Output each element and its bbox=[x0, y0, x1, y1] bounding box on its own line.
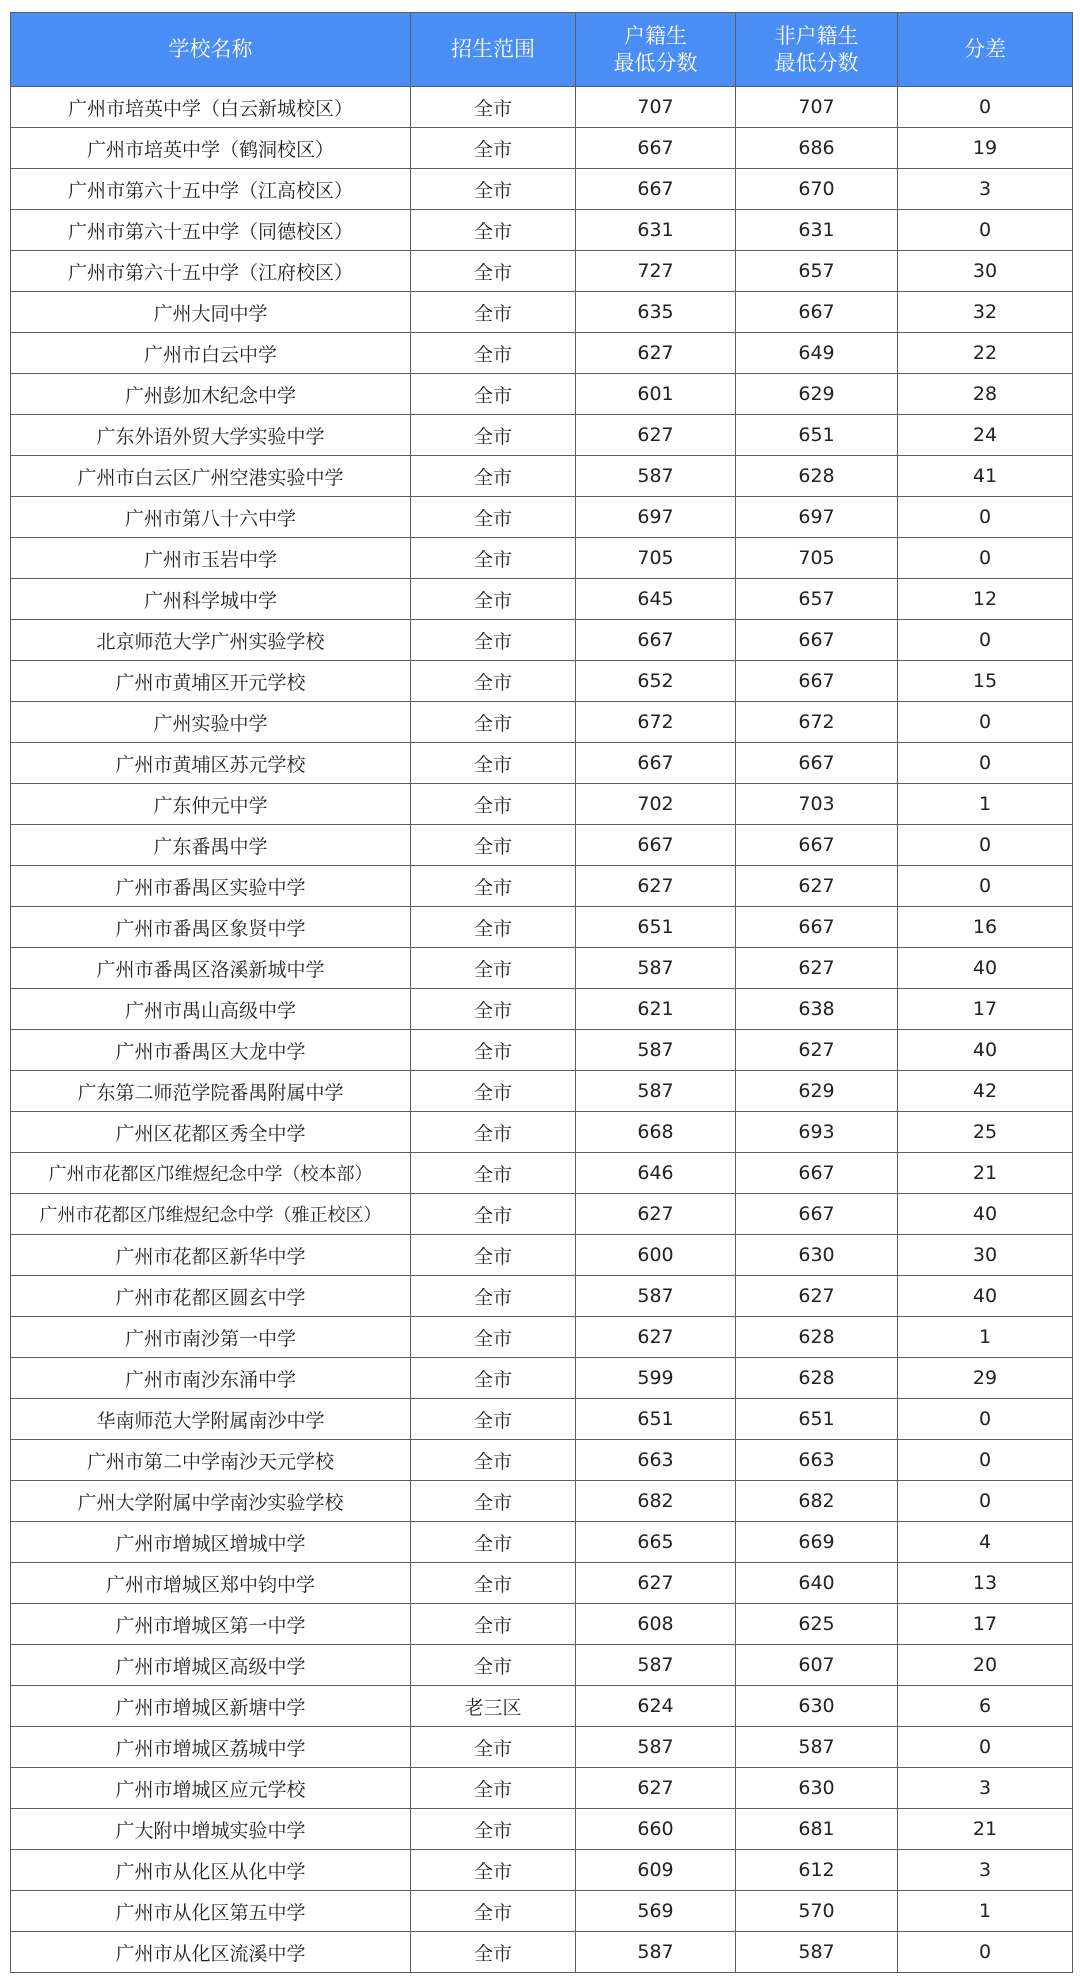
score-diff-cell: 0 bbox=[898, 825, 1073, 866]
enroll-range-cell: 全市 bbox=[411, 579, 576, 620]
non-huji-score-cell: 667 bbox=[736, 620, 898, 661]
non-huji-score-cell: 697 bbox=[736, 497, 898, 538]
enroll-range-cell: 全市 bbox=[411, 907, 576, 948]
score-diff-cell: 13 bbox=[898, 1563, 1073, 1604]
school-name-cell: 广州市第八十六中学 bbox=[11, 497, 411, 538]
non-huji-score-cell: 627 bbox=[736, 948, 898, 989]
score-table bbox=[10, 12, 1073, 1973]
table-row bbox=[11, 1071, 1073, 1112]
huji-score-cell: 646 bbox=[576, 1153, 736, 1194]
non-huji-score-cell: 612 bbox=[736, 1850, 898, 1891]
header-huji-min-score bbox=[576, 13, 736, 87]
non-huji-score-cell: 587 bbox=[736, 1727, 898, 1768]
enroll-range-cell: 全市 bbox=[411, 1440, 576, 1481]
enroll-range-cell: 全市 bbox=[411, 1194, 576, 1235]
score-diff-cell: 3 bbox=[898, 1850, 1073, 1891]
table-row bbox=[11, 1727, 1073, 1768]
score-diff-cell: 1 bbox=[898, 784, 1073, 825]
enroll-range-cell: 全市 bbox=[411, 702, 576, 743]
huji-score-cell: 587 bbox=[576, 1727, 736, 1768]
huji-score-cell: 660 bbox=[576, 1809, 736, 1850]
score-diff-cell: 0 bbox=[898, 1932, 1073, 1973]
non-huji-score-cell: 640 bbox=[736, 1563, 898, 1604]
huji-score-cell: 624 bbox=[576, 1686, 736, 1727]
table-row bbox=[11, 1645, 1073, 1686]
huji-score-cell: 707 bbox=[576, 87, 736, 128]
score-diff-cell: 42 bbox=[898, 1071, 1073, 1112]
enroll-range-cell: 全市 bbox=[411, 620, 576, 661]
score-diff-cell: 25 bbox=[898, 1112, 1073, 1153]
enroll-range-cell: 全市 bbox=[411, 1071, 576, 1112]
huji-score-cell: 651 bbox=[576, 907, 736, 948]
score-diff-cell: 0 bbox=[898, 1399, 1073, 1440]
table-row bbox=[11, 1563, 1073, 1604]
school-name-cell: 广州市第六十五中学（江府校区） bbox=[11, 251, 411, 292]
table-row bbox=[11, 1112, 1073, 1153]
score-table-container bbox=[10, 12, 1072, 1973]
table-row bbox=[11, 415, 1073, 456]
school-name-cell: 广州市南沙第一中学 bbox=[11, 1317, 411, 1358]
school-name-cell: 广州市黄埔区苏元学校 bbox=[11, 743, 411, 784]
non-huji-score-cell: 681 bbox=[736, 1809, 898, 1850]
table-row bbox=[11, 128, 1073, 169]
table-row bbox=[11, 1604, 1073, 1645]
score-diff-cell: 28 bbox=[898, 374, 1073, 415]
huji-score-cell: 621 bbox=[576, 989, 736, 1030]
school-name-cell: 华南师范大学附属南沙中学 bbox=[11, 1399, 411, 1440]
school-name-cell: 广州市增城区郑中钧中学 bbox=[11, 1563, 411, 1604]
non-huji-score-cell: 657 bbox=[736, 251, 898, 292]
score-diff-cell: 40 bbox=[898, 1194, 1073, 1235]
school-name-cell: 广州市增城区新塘中学 bbox=[11, 1686, 411, 1727]
enroll-range-cell: 全市 bbox=[411, 1850, 576, 1891]
school-name-cell: 广州市花都区邝维煜纪念中学（校本部） bbox=[11, 1153, 411, 1194]
score-diff-cell: 15 bbox=[898, 661, 1073, 702]
score-diff-cell: 0 bbox=[898, 866, 1073, 907]
huji-score-cell: 601 bbox=[576, 374, 736, 415]
non-huji-score-cell: 669 bbox=[736, 1522, 898, 1563]
huji-score-cell: 587 bbox=[576, 1276, 736, 1317]
table-header bbox=[11, 13, 1073, 87]
non-huji-score-cell: 628 bbox=[736, 1317, 898, 1358]
table-row bbox=[11, 87, 1073, 128]
huji-score-cell: 667 bbox=[576, 128, 736, 169]
non-huji-score-cell: 629 bbox=[736, 374, 898, 415]
table-row bbox=[11, 948, 1073, 989]
score-diff-cell: 0 bbox=[898, 497, 1073, 538]
table-row bbox=[11, 1317, 1073, 1358]
enroll-range-cell: 全市 bbox=[411, 1153, 576, 1194]
school-name-cell: 广州市增城区应元学校 bbox=[11, 1768, 411, 1809]
score-diff-cell: 0 bbox=[898, 1481, 1073, 1522]
school-name-cell: 广州市花都区圆玄中学 bbox=[11, 1276, 411, 1317]
huji-score-cell: 667 bbox=[576, 620, 736, 661]
table-row bbox=[11, 866, 1073, 907]
table-row bbox=[11, 497, 1073, 538]
enroll-range-cell: 全市 bbox=[411, 333, 576, 374]
school-name-cell: 广州市从化区流溪中学 bbox=[11, 1932, 411, 1973]
non-huji-score-cell: 657 bbox=[736, 579, 898, 620]
school-name-cell: 广州市白云中学 bbox=[11, 333, 411, 374]
non-huji-score-cell: 570 bbox=[736, 1891, 898, 1932]
table-row bbox=[11, 1399, 1073, 1440]
table-row bbox=[11, 825, 1073, 866]
huji-score-cell: 645 bbox=[576, 579, 736, 620]
score-diff-cell: 3 bbox=[898, 169, 1073, 210]
huji-score-cell: 651 bbox=[576, 1399, 736, 1440]
school-name-cell: 广州市增城区荔城中学 bbox=[11, 1727, 411, 1768]
table-row bbox=[11, 784, 1073, 825]
table-row bbox=[11, 661, 1073, 702]
non-huji-score-cell: 627 bbox=[736, 1276, 898, 1317]
score-diff-cell: 0 bbox=[898, 1440, 1073, 1481]
header-row bbox=[11, 13, 1073, 87]
non-huji-score-cell: 693 bbox=[736, 1112, 898, 1153]
school-name-cell: 广州市花都区新华中学 bbox=[11, 1235, 411, 1276]
non-huji-score-cell: 705 bbox=[736, 538, 898, 579]
enroll-range-cell: 全市 bbox=[411, 1481, 576, 1522]
score-diff-cell: 0 bbox=[898, 743, 1073, 784]
table-body bbox=[11, 87, 1073, 1973]
table-row bbox=[11, 1891, 1073, 1932]
score-diff-cell: 0 bbox=[898, 538, 1073, 579]
huji-score-cell: 587 bbox=[576, 1932, 736, 1973]
table-row bbox=[11, 1809, 1073, 1850]
header-non-huji-line-2: 最低分数 bbox=[774, 50, 859, 75]
school-name-cell: 广州市从化区第五中学 bbox=[11, 1891, 411, 1932]
header-school-name: 学校名称 bbox=[11, 13, 411, 87]
score-diff-cell: 29 bbox=[898, 1358, 1073, 1399]
huji-score-cell: 587 bbox=[576, 1030, 736, 1071]
table-row bbox=[11, 579, 1073, 620]
score-diff-cell: 0 bbox=[898, 620, 1073, 661]
enroll-range-cell: 全市 bbox=[411, 1604, 576, 1645]
huji-score-cell: 600 bbox=[576, 1235, 736, 1276]
enroll-range-cell: 全市 bbox=[411, 374, 576, 415]
header-huji-line-1: 户籍生 bbox=[624, 23, 687, 48]
table-row bbox=[11, 1235, 1073, 1276]
score-diff-cell: 0 bbox=[898, 702, 1073, 743]
huji-score-cell: 587 bbox=[576, 456, 736, 497]
table-row bbox=[11, 374, 1073, 415]
table-row bbox=[11, 702, 1073, 743]
table-row bbox=[11, 456, 1073, 497]
huji-score-cell: 652 bbox=[576, 661, 736, 702]
huji-score-cell: 663 bbox=[576, 1440, 736, 1481]
non-huji-score-cell: 630 bbox=[736, 1686, 898, 1727]
enroll-range-cell: 全市 bbox=[411, 989, 576, 1030]
table-row bbox=[11, 1850, 1073, 1891]
school-name-cell: 广州科学城中学 bbox=[11, 579, 411, 620]
enroll-range-cell: 全市 bbox=[411, 948, 576, 989]
score-diff-cell: 12 bbox=[898, 579, 1073, 620]
table-row bbox=[11, 1358, 1073, 1399]
table-row bbox=[11, 1522, 1073, 1563]
non-huji-score-cell: 627 bbox=[736, 866, 898, 907]
enroll-range-cell: 全市 bbox=[411, 1276, 576, 1317]
enroll-range-cell: 全市 bbox=[411, 456, 576, 497]
huji-score-cell: 705 bbox=[576, 538, 736, 579]
non-huji-score-cell: 628 bbox=[736, 456, 898, 497]
school-name-cell: 广州市增城区第一中学 bbox=[11, 1604, 411, 1645]
non-huji-score-cell: 625 bbox=[736, 1604, 898, 1645]
score-diff-cell: 0 bbox=[898, 1727, 1073, 1768]
enroll-range-cell: 全市 bbox=[411, 1727, 576, 1768]
school-name-cell: 广州市培英中学（白云新城校区） bbox=[11, 87, 411, 128]
huji-score-cell: 627 bbox=[576, 1563, 736, 1604]
huji-score-cell: 627 bbox=[576, 866, 736, 907]
enroll-range-cell: 全市 bbox=[411, 743, 576, 784]
school-name-cell: 广州市番禺区洛溪新城中学 bbox=[11, 948, 411, 989]
enroll-range-cell: 全市 bbox=[411, 1317, 576, 1358]
score-diff-cell: 41 bbox=[898, 456, 1073, 497]
enroll-range-cell: 全市 bbox=[411, 1891, 576, 1932]
non-huji-score-cell: 631 bbox=[736, 210, 898, 251]
non-huji-score-cell: 651 bbox=[736, 1399, 898, 1440]
score-diff-cell: 6 bbox=[898, 1686, 1073, 1727]
school-name-cell: 广州市玉岩中学 bbox=[11, 538, 411, 579]
school-name-cell: 广州大同中学 bbox=[11, 292, 411, 333]
school-name-cell: 广州实验中学 bbox=[11, 702, 411, 743]
non-huji-score-cell: 703 bbox=[736, 784, 898, 825]
school-name-cell: 广东番禺中学 bbox=[11, 825, 411, 866]
non-huji-score-cell: 628 bbox=[736, 1358, 898, 1399]
huji-score-cell: 682 bbox=[576, 1481, 736, 1522]
score-diff-cell: 19 bbox=[898, 128, 1073, 169]
non-huji-score-cell: 667 bbox=[736, 661, 898, 702]
score-diff-cell: 1 bbox=[898, 1891, 1073, 1932]
score-diff-cell: 40 bbox=[898, 1276, 1073, 1317]
non-huji-score-cell: 682 bbox=[736, 1481, 898, 1522]
non-huji-score-cell: 707 bbox=[736, 87, 898, 128]
table-row bbox=[11, 292, 1073, 333]
table-row bbox=[11, 1768, 1073, 1809]
header-huji-line-2: 最低分数 bbox=[613, 50, 698, 75]
score-diff-cell: 17 bbox=[898, 1604, 1073, 1645]
enroll-range-cell: 全市 bbox=[411, 169, 576, 210]
enroll-range-cell: 全市 bbox=[411, 1030, 576, 1071]
table-row bbox=[11, 1686, 1073, 1727]
non-huji-score-cell: 667 bbox=[736, 743, 898, 784]
huji-score-cell: 635 bbox=[576, 292, 736, 333]
score-diff-cell: 1 bbox=[898, 1317, 1073, 1358]
enroll-range-cell: 全市 bbox=[411, 87, 576, 128]
score-diff-cell: 16 bbox=[898, 907, 1073, 948]
huji-score-cell: 627 bbox=[576, 333, 736, 374]
score-diff-cell: 17 bbox=[898, 989, 1073, 1030]
non-huji-score-cell: 667 bbox=[736, 825, 898, 866]
non-huji-score-cell: 630 bbox=[736, 1768, 898, 1809]
huji-score-cell: 587 bbox=[576, 948, 736, 989]
school-name-cell: 广州市第六十五中学（同德校区） bbox=[11, 210, 411, 251]
school-name-cell: 广州市第二中学南沙天元学校 bbox=[11, 1440, 411, 1481]
table-row bbox=[11, 989, 1073, 1030]
huji-score-cell: 569 bbox=[576, 1891, 736, 1932]
huji-score-cell: 609 bbox=[576, 1850, 736, 1891]
huji-score-cell: 627 bbox=[576, 1317, 736, 1358]
school-name-cell: 广州市番禺区实验中学 bbox=[11, 866, 411, 907]
enroll-range-cell: 全市 bbox=[411, 784, 576, 825]
school-name-cell: 广大附中增城实验中学 bbox=[11, 1809, 411, 1850]
huji-score-cell: 697 bbox=[576, 497, 736, 538]
non-huji-score-cell: 649 bbox=[736, 333, 898, 374]
table-row bbox=[11, 210, 1073, 251]
score-diff-cell: 0 bbox=[898, 87, 1073, 128]
enroll-range-cell: 全市 bbox=[411, 1768, 576, 1809]
table-row bbox=[11, 538, 1073, 579]
huji-score-cell: 608 bbox=[576, 1604, 736, 1645]
table-row bbox=[11, 333, 1073, 374]
enroll-range-cell: 全市 bbox=[411, 538, 576, 579]
huji-score-cell: 627 bbox=[576, 415, 736, 456]
enroll-range-cell: 全市 bbox=[411, 1112, 576, 1153]
enroll-range-cell: 全市 bbox=[411, 866, 576, 907]
non-huji-score-cell: 630 bbox=[736, 1235, 898, 1276]
table-row bbox=[11, 907, 1073, 948]
enroll-range-cell: 全市 bbox=[411, 210, 576, 251]
school-name-cell: 广州市培英中学（鹤洞校区） bbox=[11, 128, 411, 169]
table-row bbox=[11, 743, 1073, 784]
table-row bbox=[11, 620, 1073, 661]
non-huji-score-cell: 667 bbox=[736, 292, 898, 333]
table-row bbox=[11, 1030, 1073, 1071]
school-name-cell: 广州市番禺区象贤中学 bbox=[11, 907, 411, 948]
header-non-huji-line-1: 非户籍生 bbox=[774, 23, 859, 48]
huji-score-cell: 672 bbox=[576, 702, 736, 743]
school-name-cell: 北京师范大学广州实验学校 bbox=[11, 620, 411, 661]
header-score-diff: 分差 bbox=[898, 13, 1073, 87]
enroll-range-cell: 全市 bbox=[411, 1235, 576, 1276]
non-huji-score-cell: 686 bbox=[736, 128, 898, 169]
score-diff-cell: 21 bbox=[898, 1809, 1073, 1850]
enroll-range-cell: 全市 bbox=[411, 415, 576, 456]
non-huji-score-cell: 627 bbox=[736, 1030, 898, 1071]
enroll-range-cell: 老三区 bbox=[411, 1686, 576, 1727]
huji-score-cell: 727 bbox=[576, 251, 736, 292]
huji-score-cell: 667 bbox=[576, 169, 736, 210]
school-name-cell: 广州市南沙东涌中学 bbox=[11, 1358, 411, 1399]
enroll-range-cell: 全市 bbox=[411, 1932, 576, 1973]
score-diff-cell: 30 bbox=[898, 251, 1073, 292]
school-name-cell: 广东第二师范学院番禺附属中学 bbox=[11, 1071, 411, 1112]
table-row bbox=[11, 1481, 1073, 1522]
non-huji-score-cell: 607 bbox=[736, 1645, 898, 1686]
school-name-cell: 广东仲元中学 bbox=[11, 784, 411, 825]
school-name-cell: 广州市从化区从化中学 bbox=[11, 1850, 411, 1891]
school-name-cell: 广州市番禺区大龙中学 bbox=[11, 1030, 411, 1071]
enroll-range-cell: 全市 bbox=[411, 128, 576, 169]
non-huji-score-cell: 672 bbox=[736, 702, 898, 743]
table-row bbox=[11, 1194, 1073, 1235]
enroll-range-cell: 全市 bbox=[411, 1358, 576, 1399]
enroll-range-cell: 全市 bbox=[411, 497, 576, 538]
header-enroll-range: 招生范围 bbox=[411, 13, 576, 87]
huji-score-cell: 667 bbox=[576, 743, 736, 784]
school-name-cell: 广州大学附属中学南沙实验学校 bbox=[11, 1481, 411, 1522]
table-row bbox=[11, 1153, 1073, 1194]
school-name-cell: 广州市黄埔区开元学校 bbox=[11, 661, 411, 702]
score-diff-cell: 20 bbox=[898, 1645, 1073, 1686]
non-huji-score-cell: 667 bbox=[736, 907, 898, 948]
huji-score-cell: 587 bbox=[576, 1071, 736, 1112]
non-huji-score-cell: 670 bbox=[736, 169, 898, 210]
enroll-range-cell: 全市 bbox=[411, 1645, 576, 1686]
score-diff-cell: 24 bbox=[898, 415, 1073, 456]
huji-score-cell: 702 bbox=[576, 784, 736, 825]
huji-score-cell: 627 bbox=[576, 1768, 736, 1809]
huji-score-cell: 631 bbox=[576, 210, 736, 251]
non-huji-score-cell: 638 bbox=[736, 989, 898, 1030]
score-diff-cell: 0 bbox=[898, 210, 1073, 251]
score-diff-cell: 22 bbox=[898, 333, 1073, 374]
enroll-range-cell: 全市 bbox=[411, 1809, 576, 1850]
enroll-range-cell: 全市 bbox=[411, 661, 576, 702]
huji-score-cell: 667 bbox=[576, 825, 736, 866]
table-row bbox=[11, 251, 1073, 292]
score-diff-cell: 40 bbox=[898, 948, 1073, 989]
score-diff-cell: 4 bbox=[898, 1522, 1073, 1563]
header-non-huji-min-score bbox=[736, 13, 898, 87]
table-row bbox=[11, 1932, 1073, 1973]
school-name-cell: 广州市第六十五中学（江高校区） bbox=[11, 169, 411, 210]
enroll-range-cell: 全市 bbox=[411, 1563, 576, 1604]
score-diff-cell: 32 bbox=[898, 292, 1073, 333]
non-huji-score-cell: 629 bbox=[736, 1071, 898, 1112]
huji-score-cell: 665 bbox=[576, 1522, 736, 1563]
score-diff-cell: 21 bbox=[898, 1153, 1073, 1194]
enroll-range-cell: 全市 bbox=[411, 1522, 576, 1563]
table-row bbox=[11, 169, 1073, 210]
non-huji-score-cell: 587 bbox=[736, 1932, 898, 1973]
enroll-range-cell: 全市 bbox=[411, 251, 576, 292]
school-name-cell: 广州市禺山高级中学 bbox=[11, 989, 411, 1030]
enroll-range-cell: 全市 bbox=[411, 1399, 576, 1440]
school-name-cell: 广东外语外贸大学实验中学 bbox=[11, 415, 411, 456]
enroll-range-cell: 全市 bbox=[411, 825, 576, 866]
school-name-cell: 广州市白云区广州空港实验中学 bbox=[11, 456, 411, 497]
non-huji-score-cell: 663 bbox=[736, 1440, 898, 1481]
school-name-cell: 广州市花都区邝维煜纪念中学（雅正校区） bbox=[11, 1194, 411, 1235]
non-huji-score-cell: 667 bbox=[736, 1153, 898, 1194]
school-name-cell: 广州市增城区高级中学 bbox=[11, 1645, 411, 1686]
table-row bbox=[11, 1440, 1073, 1481]
enroll-range-cell: 全市 bbox=[411, 292, 576, 333]
huji-score-cell: 668 bbox=[576, 1112, 736, 1153]
school-name-cell: 广州彭加木纪念中学 bbox=[11, 374, 411, 415]
score-diff-cell: 40 bbox=[898, 1030, 1073, 1071]
non-huji-score-cell: 651 bbox=[736, 415, 898, 456]
school-name-cell: 广州市增城区增城中学 bbox=[11, 1522, 411, 1563]
huji-score-cell: 587 bbox=[576, 1645, 736, 1686]
huji-score-cell: 627 bbox=[576, 1194, 736, 1235]
huji-score-cell: 599 bbox=[576, 1358, 736, 1399]
table-row bbox=[11, 1276, 1073, 1317]
non-huji-score-cell: 667 bbox=[736, 1194, 898, 1235]
school-name-cell: 广州区花都区秀全中学 bbox=[11, 1112, 411, 1153]
score-diff-cell: 30 bbox=[898, 1235, 1073, 1276]
score-diff-cell: 3 bbox=[898, 1768, 1073, 1809]
